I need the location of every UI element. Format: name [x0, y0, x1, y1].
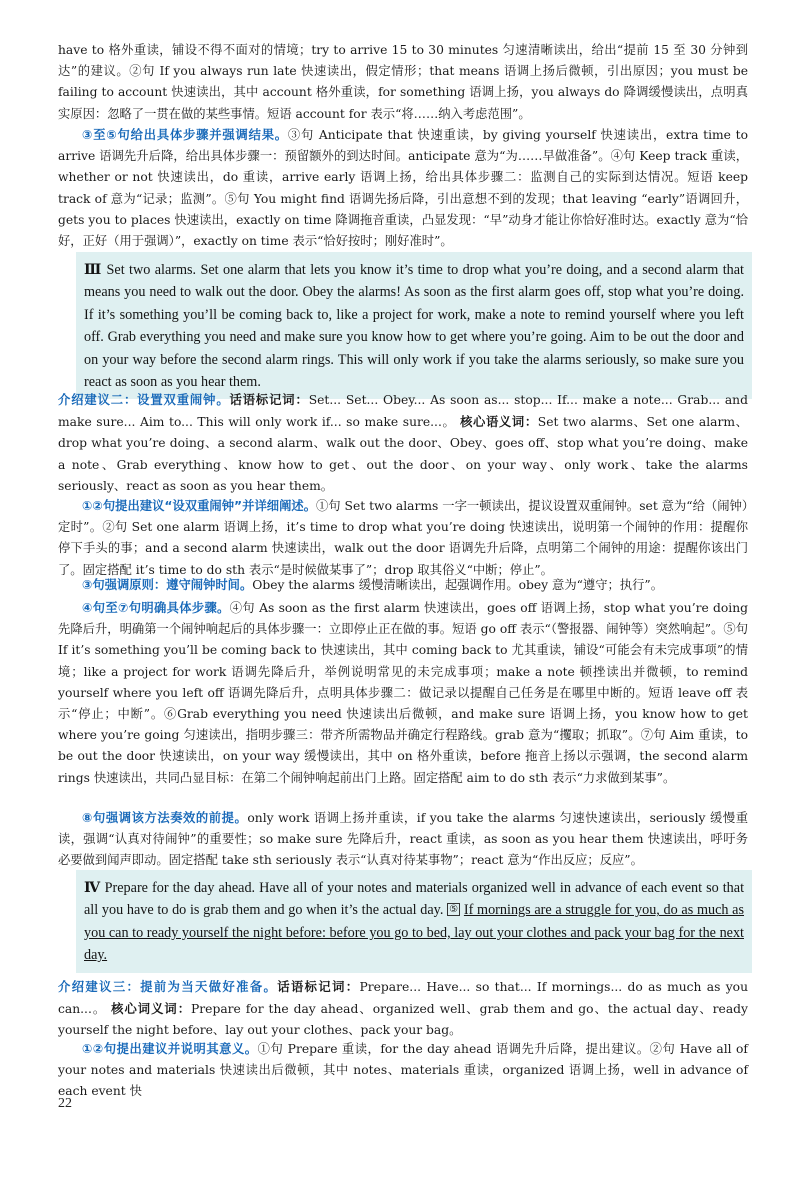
paragraph-sentence-8	[58, 808, 748, 872]
discourse-markers: Prepare... Have... so that... If mornings... do as much as you can...。	[58, 980, 748, 1017]
paragraph-sentences-4-7	[58, 598, 748, 789]
paragraph-sentence-3	[58, 575, 748, 596]
section-heading: ①②句提出建议“设双重闹钟”并详细阐述。	[82, 499, 316, 513]
section-heading: ③句强调原则：遵守闹钟时间。	[82, 578, 253, 592]
paragraph-text: ①句 Set two alarms 一字一顿读出，提议设置双重闹钟。set 意为“给（闹钟）定时”。②句 Set one alarm 语调上扬，it’s time to drop what you’re doing 快速读出，说明第一个闹钟的作用：提醒你停下手头的事；and a second alarm 快速读出，walk out the door 语调先升后降，点明第二个闹钟的用途：提醒你该出门了。固定搭配 it’s time to do sth 表示“是时候做某事了”；drop 取其俗义“中断；停止”。	[58, 499, 748, 577]
passage-box-4	[76, 870, 752, 973]
page-number: 22	[58, 1096, 72, 1111]
section-heading: ③至⑤句给出具体步骤并强调结果。	[82, 128, 288, 142]
section-heading: 介绍建议三：提前为当天做好准备。	[58, 980, 278, 994]
core-keywords: Set two alarms、Set one alarm、drop what you’re doing、a second alarm、walk out the door、Obey、goes off、stop what you’re doing、make a note、Grab everything、know how to get、out the door、on your way、only work、take the alarms seriously、react as soon as you hear them。	[58, 415, 748, 493]
passage-numeral: Ⅲ	[84, 262, 103, 278]
section-heading: ⑧句强调该方法奏效的前提。	[82, 811, 248, 825]
paragraph-steps-3-5	[58, 125, 748, 252]
paragraph-sentences-1-2-part3	[58, 1039, 748, 1103]
section-heading: ①②句提出建议并说明其意义。	[82, 1042, 258, 1056]
discourse-markers: Set... Set... Obey... As soon as... stop... If... make a note... Grab... and make sure... Aim to... This will only work if... so make sure...。	[58, 393, 748, 430]
section-intro-suggestion-3	[58, 976, 748, 1042]
paragraph-text: ③句 Anticipate that 快速重读，by giving yourself 快速读出，extra time to arrive 语调先升后降，给出具体步骤一：预留额外的到达时间。anticipate 意为“为……早做准备”。④句 Keep track 重读，whether or not 快速读出，do 重读，arrive early 语调上扬，给出具体步骤二：监测自己的实际到达情况。短语 keep track of 意为“记录；监测”。⑤句 You might find 语调先扬后降，引出意想不到的发现；that leaving “early”语调回升，gets you to places 快速读出，exactly on time 降调拖音重读，凸显发现：“早”动身才能让你恰好准时达。exactly 意为“恰好，正好（用于强调）”，exactly on time 表示“恰好按时；刚好准时”。	[58, 128, 749, 249]
keywords-label: 核心词义词：	[111, 1001, 192, 1017]
passage-text: Prepare for the day ahead. Have all of your notes and materials organized well in advance of each event so that all you have to do is grab them and go when it’s the actual day.	[84, 880, 745, 919]
paragraph-sentences-1-2	[58, 496, 748, 581]
keywords-label: 核心语义词：	[460, 414, 538, 430]
paragraph-text: only work 语调上扬并重读，if you take the alarms 匀速快速读出，seriously 缓慢重读，强调“认真对待闹钟”的重要性；so make sure 先降后升，react 重读，as soon as you hear them 快速读出，呼吁务必要做到闻声即动。固定搭配 take sth seriously 表示“认真对待某事物”；react 意为“作出反应；反应”。	[58, 811, 749, 868]
section-heading: ④句至⑦句明确具体步骤。	[82, 601, 230, 615]
passage-text: Set two alarms. Set one alarm that lets you know it’s time to drop what you’re doing, and a second alarm that means you need to walk out the door. Obey the alarms! As soon as the first alarm goes off, stop what you’re doing. If it’s something you’ll be coming back to, like a project for work, make a note to remind yourself where you left off. Grab everything you need and make sure you know how to get where you’re going. Aim to be out the door and on your way before the second alarm rings. This will only work if you take the alarms seriously, so make sure you react as soon as you hear them.	[84, 262, 744, 391]
sentence-marker: ⑤	[449, 904, 459, 916]
paragraph-intro: have to 格外重读，铺设不得不面对的情境；try to arrive 15 to 30 minutes 匀速清晰读出，给出“提前 15 至 30 分钟到达”的建议。②句 If you always run late 快速读出，假定情形；that means 语调上扬后微顿，引出原因；you must be failing to account 快速读出，其中 account 格外重读，for something 语调上扬，you always do 降调缓慢读出，点明真实原因：忽略了一贯在做的某些事情。短语 account for 表示“将……纳入考虑范围”。	[58, 43, 748, 121]
core-keywords: Prepare for the day ahead、organized well、grab them and go、the actual day、ready yourself the night before、lay out your clothes、pack your bag。	[58, 1002, 748, 1038]
markers-label: 话语标记词：	[229, 392, 309, 407]
markers-label: 话语标记词：	[277, 979, 360, 994]
passage-underlined-text: If mornings are a struggle for you, do as much as you can to ready yourself the night before: before you go to bed, lay out your clothes and pack your bag for the next day.	[84, 902, 744, 964]
passage-numeral: Ⅳ	[84, 880, 101, 896]
section-heading: 介绍建议二：设置双重闹钟。	[58, 393, 230, 407]
paragraph-text: ①句 Prepare 重读，for the day ahead 语调先升后降，提出建议。②句 Have all of your notes and materials 快速读出后微顿，其中 notes、materials 重读，organized 语调上扬，well in advance of each event 快	[58, 1042, 748, 1099]
passage-box-3	[76, 252, 752, 399]
paragraph-text: Obey the alarms 缓慢清晰读出，起强调作用。obey 意为“遵守；执行”。	[252, 578, 663, 592]
section-intro-suggestion-2	[58, 389, 748, 497]
paragraph-text: ④句 As soon as the first alarm 快速读出，goes off 语调上扬，stop what you’re doing 先降后升，明确第一个闹钟响起后的具体步骤一：立即停止正在做的事。短语 go off 表示“（警报器、闹钟等）突然响起”。⑤句 If it’s something you’ll be coming back to 快速读出，其中 coming back to 尤其重读，铺设“可能会有未完成事项”的情境；like a project for work 语调先降后升，举例说明常见的未完成事项；make a note 顿挫读出并微顿，to remind yourself where you left off 语调先降后升，点明具体步骤二：做记录以提醒自己任务是在哪里中断的。短语 leave off 表示“停止；中断”。⑥Grab everything you need 快速读出后微顿，and make sure 语调上扬，you know how to get where you’re going 匀速读出，指明步骤三：带齐所需物品并确定行程路线。grab 意为“攫取；抓取”。⑦句 Aim 重读，to be out the door 快速读出，on your way 缓慢读出，其中 on 格外重读，before 拖音上扬以示强调，the second alarm rings 快速读出，共同凸显目标：在第二个闹钟响起前出门上路。固定搭配 aim to do sth 表示“力求做到某事”。	[58, 601, 748, 785]
